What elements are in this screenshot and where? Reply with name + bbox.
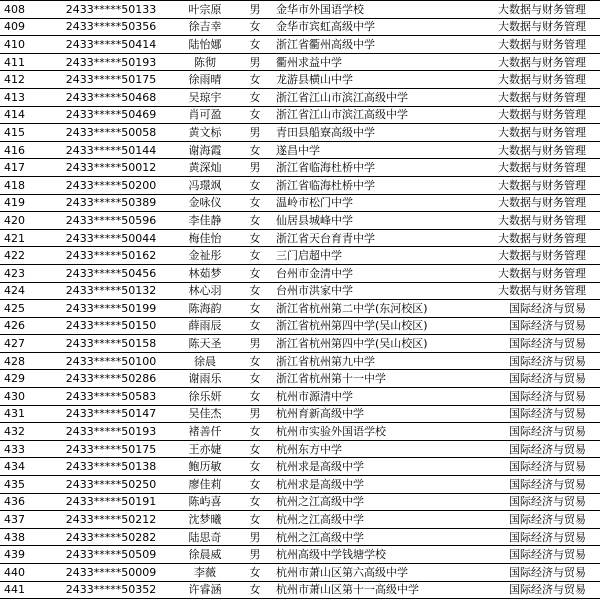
row-number: 438 <box>0 528 52 546</box>
major-name: 大数据与财务管理 <box>490 124 600 142</box>
candidate-id: 2433*****50286 <box>52 370 170 388</box>
candidate-id: 2433*****50212 <box>52 511 170 529</box>
student-name: 谢雨乐 <box>170 370 240 388</box>
row-number: 426 <box>0 317 52 335</box>
row-number: 417 <box>0 159 52 177</box>
row-number: 409 <box>0 18 52 36</box>
table-row <box>0 546 600 564</box>
table-body <box>0 1 600 599</box>
gender: 女 <box>240 18 270 36</box>
school-name: 三门启超中学 <box>270 247 490 265</box>
gender: 男 <box>240 546 270 564</box>
school-name: 杭州之江高级中学 <box>270 511 490 529</box>
student-name: 黄文标 <box>170 124 240 142</box>
table-row <box>0 352 600 370</box>
table-row <box>0 440 600 458</box>
row-number: 414 <box>0 106 52 124</box>
student-name: 陈天圣 <box>170 335 240 353</box>
major-name: 大数据与财务管理 <box>490 282 600 300</box>
student-name: 王亦婕 <box>170 440 240 458</box>
major-name: 国际经济与贸易 <box>490 388 600 406</box>
table-row <box>0 18 600 36</box>
major-name: 大数据与财务管理 <box>490 71 600 89</box>
table-row <box>0 53 600 71</box>
major-name: 国际经济与贸易 <box>490 440 600 458</box>
table-row <box>0 423 600 441</box>
major-name: 国际经济与贸易 <box>490 335 600 353</box>
student-name: 吴佳杰 <box>170 405 240 423</box>
candidate-id: 2433*****50132 <box>52 282 170 300</box>
school-name: 龙游县横山中学 <box>270 71 490 89</box>
table-row <box>0 528 600 546</box>
gender: 女 <box>240 581 270 599</box>
major-name: 大数据与财务管理 <box>490 212 600 230</box>
row-number: 425 <box>0 300 52 318</box>
student-name: 徐晨 <box>170 352 240 370</box>
school-name: 温岭市松门中学 <box>270 194 490 212</box>
school-name: 浙江省杭州第九中学 <box>270 352 490 370</box>
student-name: 陆怡娜 <box>170 36 240 54</box>
school-name: 杭州市实验外国语学校 <box>270 423 490 441</box>
major-name: 国际经济与贸易 <box>490 352 600 370</box>
major-name: 大数据与财务管理 <box>490 159 600 177</box>
table-row <box>0 335 600 353</box>
table-row <box>0 88 600 106</box>
school-name: 浙江省衢州高级中学 <box>270 36 490 54</box>
table-row <box>0 212 600 230</box>
row-number: 432 <box>0 423 52 441</box>
school-name: 杭州求是高级中学 <box>270 476 490 494</box>
major-name: 国际经济与贸易 <box>490 423 600 441</box>
candidate-id: 2433*****50100 <box>52 352 170 370</box>
row-number: 412 <box>0 71 52 89</box>
student-name: 徐晨威 <box>170 546 240 564</box>
row-number: 424 <box>0 282 52 300</box>
gender: 男 <box>240 1 270 19</box>
candidate-id: 2433*****50193 <box>52 423 170 441</box>
major-name: 国际经济与贸易 <box>490 511 600 529</box>
table-row <box>0 282 600 300</box>
student-name: 薛雨辰 <box>170 317 240 335</box>
major-name: 国际经济与贸易 <box>490 317 600 335</box>
candidate-id: 2433*****50133 <box>52 1 170 19</box>
table-row <box>0 300 600 318</box>
school-name: 浙江省杭州第二中学(东河校区) <box>270 300 490 318</box>
school-name: 浙江省江山市滨江高级中学 <box>270 106 490 124</box>
gender: 女 <box>240 476 270 494</box>
row-number: 437 <box>0 511 52 529</box>
table-row <box>0 124 600 142</box>
gender: 女 <box>240 352 270 370</box>
student-name: 梅佳怡 <box>170 229 240 247</box>
major-name: 国际经济与贸易 <box>490 581 600 599</box>
row-number: 433 <box>0 440 52 458</box>
row-number: 416 <box>0 141 52 159</box>
table-row <box>0 176 600 194</box>
candidate-id: 2433*****50162 <box>52 247 170 265</box>
gender: 女 <box>240 282 270 300</box>
student-name: 林茹梦 <box>170 264 240 282</box>
gender: 女 <box>240 194 270 212</box>
student-name: 陈海韵 <box>170 300 240 318</box>
candidate-id: 2433*****50138 <box>52 458 170 476</box>
school-name: 青田县船寮高级中学 <box>270 124 490 142</box>
table-row <box>0 581 600 599</box>
gender: 女 <box>240 458 270 476</box>
row-number: 420 <box>0 212 52 230</box>
table-row <box>0 511 600 529</box>
school-name: 浙江省江山市滨江高级中学 <box>270 88 490 106</box>
major-name: 大数据与财务管理 <box>490 53 600 71</box>
candidate-id: 2433*****50144 <box>52 141 170 159</box>
school-name: 杭州市萧山区第六高级中学 <box>270 564 490 582</box>
student-name: 徐乐妍 <box>170 388 240 406</box>
row-number: 430 <box>0 388 52 406</box>
gender: 男 <box>240 53 270 71</box>
table-row <box>0 36 600 54</box>
candidate-id: 2433*****50282 <box>52 528 170 546</box>
row-number: 436 <box>0 493 52 511</box>
gender: 女 <box>240 176 270 194</box>
row-number: 423 <box>0 264 52 282</box>
student-name: 谢海霞 <box>170 141 240 159</box>
gender: 女 <box>240 564 270 582</box>
student-name: 褚善仟 <box>170 423 240 441</box>
table-row <box>0 370 600 388</box>
student-name: 金祉彤 <box>170 247 240 265</box>
candidate-id: 2433*****50468 <box>52 88 170 106</box>
major-name: 大数据与财务管理 <box>490 106 600 124</box>
major-name: 国际经济与贸易 <box>490 564 600 582</box>
table-row <box>0 317 600 335</box>
table-row <box>0 71 600 89</box>
table-row <box>0 229 600 247</box>
school-name: 金华市外国语学校 <box>270 1 490 19</box>
major-name: 大数据与财务管理 <box>490 141 600 159</box>
major-name: 国际经济与贸易 <box>490 546 600 564</box>
school-name: 浙江省天台育青中学 <box>270 229 490 247</box>
table-row <box>0 247 600 265</box>
major-name: 国际经济与贸易 <box>490 476 600 494</box>
gender: 女 <box>240 370 270 388</box>
row-number: 415 <box>0 124 52 142</box>
major-name: 大数据与财务管理 <box>490 88 600 106</box>
row-number: 408 <box>0 1 52 19</box>
gender: 女 <box>240 212 270 230</box>
gender: 女 <box>240 423 270 441</box>
student-name: 黄深灿 <box>170 159 240 177</box>
major-name: 大数据与财务管理 <box>490 264 600 282</box>
gender: 女 <box>240 106 270 124</box>
row-number: 441 <box>0 581 52 599</box>
candidate-id: 2433*****50414 <box>52 36 170 54</box>
major-name: 大数据与财务管理 <box>490 1 600 19</box>
school-name: 浙江省杭州第十一中学 <box>270 370 490 388</box>
school-name: 杭州市源清中学 <box>270 388 490 406</box>
gender: 女 <box>240 88 270 106</box>
candidate-id: 2433*****50012 <box>52 159 170 177</box>
student-name: 肖可盈 <box>170 106 240 124</box>
major-name: 国际经济与贸易 <box>490 458 600 476</box>
major-name: 大数据与财务管理 <box>490 229 600 247</box>
candidate-id: 2433*****50044 <box>52 229 170 247</box>
candidate-id: 2433*****50191 <box>52 493 170 511</box>
student-name: 徐雨晴 <box>170 71 240 89</box>
row-number: 419 <box>0 194 52 212</box>
gender: 女 <box>240 300 270 318</box>
row-number: 418 <box>0 176 52 194</box>
candidate-id: 2433*****50389 <box>52 194 170 212</box>
gender: 女 <box>240 440 270 458</box>
school-name: 浙江省临海杜桥中学 <box>270 159 490 177</box>
candidate-id: 2433*****50158 <box>52 335 170 353</box>
student-name: 鲍历敏 <box>170 458 240 476</box>
candidate-id: 2433*****50193 <box>52 53 170 71</box>
row-number: 427 <box>0 335 52 353</box>
student-name: 徐吉幸 <box>170 18 240 36</box>
student-name: 冯璟飒 <box>170 176 240 194</box>
school-name: 仙居县城峰中学 <box>270 212 490 230</box>
table-row <box>0 476 600 494</box>
gender: 女 <box>240 229 270 247</box>
gender: 女 <box>240 141 270 159</box>
major-name: 大数据与财务管理 <box>490 18 600 36</box>
student-name: 叶宗原 <box>170 1 240 19</box>
row-number: 429 <box>0 370 52 388</box>
row-number: 410 <box>0 36 52 54</box>
school-name: 台州市洪家中学 <box>270 282 490 300</box>
candidate-id: 2433*****50596 <box>52 212 170 230</box>
row-number: 439 <box>0 546 52 564</box>
candidate-id: 2433*****50175 <box>52 71 170 89</box>
gender: 女 <box>240 317 270 335</box>
candidate-id: 2433*****50058 <box>52 124 170 142</box>
major-name: 大数据与财务管理 <box>490 36 600 54</box>
candidate-id: 2433*****50199 <box>52 300 170 318</box>
candidate-id: 2433*****50356 <box>52 18 170 36</box>
gender: 女 <box>240 511 270 529</box>
gender: 女 <box>240 264 270 282</box>
gender: 男 <box>240 159 270 177</box>
major-name: 国际经济与贸易 <box>490 300 600 318</box>
school-name: 金华市宾虹高级中学 <box>270 18 490 36</box>
gender: 女 <box>240 493 270 511</box>
candidate-id: 2433*****50250 <box>52 476 170 494</box>
school-name: 衢州求益中学 <box>270 53 490 71</box>
candidate-id: 2433*****50200 <box>52 176 170 194</box>
student-name: 许睿涵 <box>170 581 240 599</box>
school-name: 杭州东方中学 <box>270 440 490 458</box>
row-number: 428 <box>0 352 52 370</box>
major-name: 大数据与财务管理 <box>490 194 600 212</box>
student-name: 李薇 <box>170 564 240 582</box>
table-row <box>0 493 600 511</box>
table-row <box>0 159 600 177</box>
student-name: 林心羽 <box>170 282 240 300</box>
school-name: 浙江省杭州第四中学(吴山校区) <box>270 317 490 335</box>
gender: 男 <box>240 405 270 423</box>
student-name: 金咏仪 <box>170 194 240 212</box>
school-name: 杭州求是高级中学 <box>270 458 490 476</box>
student-name: 廖佳莉 <box>170 476 240 494</box>
school-name: 浙江省杭州第四中学(吴山校区) <box>270 335 490 353</box>
gender: 男 <box>240 124 270 142</box>
row-number: 413 <box>0 88 52 106</box>
school-name: 杭州高级中学钱塘学校 <box>270 546 490 564</box>
student-name: 陈屿喜 <box>170 493 240 511</box>
major-name: 大数据与财务管理 <box>490 247 600 265</box>
major-name: 国际经济与贸易 <box>490 370 600 388</box>
row-number: 434 <box>0 458 52 476</box>
school-name: 杭州之江高级中学 <box>270 493 490 511</box>
table-row <box>0 564 600 582</box>
candidate-id: 2433*****50469 <box>52 106 170 124</box>
major-name: 国际经济与贸易 <box>490 493 600 511</box>
table-row <box>0 405 600 423</box>
candidate-id: 2433*****50147 <box>52 405 170 423</box>
major-name: 国际经济与贸易 <box>490 528 600 546</box>
row-number: 421 <box>0 229 52 247</box>
candidate-id: 2433*****50175 <box>52 440 170 458</box>
school-name: 杭州之江高级中学 <box>270 528 490 546</box>
gender: 男 <box>240 528 270 546</box>
row-number: 440 <box>0 564 52 582</box>
candidate-id: 2433*****50352 <box>52 581 170 599</box>
school-name: 杭州育新高级中学 <box>270 405 490 423</box>
student-name: 李佳静 <box>170 212 240 230</box>
row-number: 431 <box>0 405 52 423</box>
candidate-id: 2433*****50009 <box>52 564 170 582</box>
table-row <box>0 194 600 212</box>
table-row <box>0 264 600 282</box>
major-name: 国际经济与贸易 <box>490 405 600 423</box>
gender: 女 <box>240 71 270 89</box>
gender: 女 <box>240 36 270 54</box>
school-name: 遂昌中学 <box>270 141 490 159</box>
table-row <box>0 458 600 476</box>
row-number: 435 <box>0 476 52 494</box>
table-row <box>0 388 600 406</box>
school-name: 浙江省临海杜桥中学 <box>270 176 490 194</box>
school-name: 台州市金清中学 <box>270 264 490 282</box>
candidate-id: 2433*****50583 <box>52 388 170 406</box>
table-row <box>0 106 600 124</box>
student-name: 陆思奇 <box>170 528 240 546</box>
student-name: 吴琼宇 <box>170 88 240 106</box>
candidate-id: 2433*****50456 <box>52 264 170 282</box>
row-number: 411 <box>0 53 52 71</box>
gender: 男 <box>240 335 270 353</box>
candidate-id: 2433*****50509 <box>52 546 170 564</box>
school-name: 杭州市萧山区第十一高级中学 <box>270 581 490 599</box>
table-row <box>0 1 600 19</box>
student-name: 沈梦曦 <box>170 511 240 529</box>
student-name: 陈彻 <box>170 53 240 71</box>
gender: 女 <box>240 247 270 265</box>
row-number: 422 <box>0 247 52 265</box>
gender: 女 <box>240 388 270 406</box>
table-row <box>0 141 600 159</box>
candidate-id: 2433*****50150 <box>52 317 170 335</box>
major-name: 大数据与财务管理 <box>490 176 600 194</box>
